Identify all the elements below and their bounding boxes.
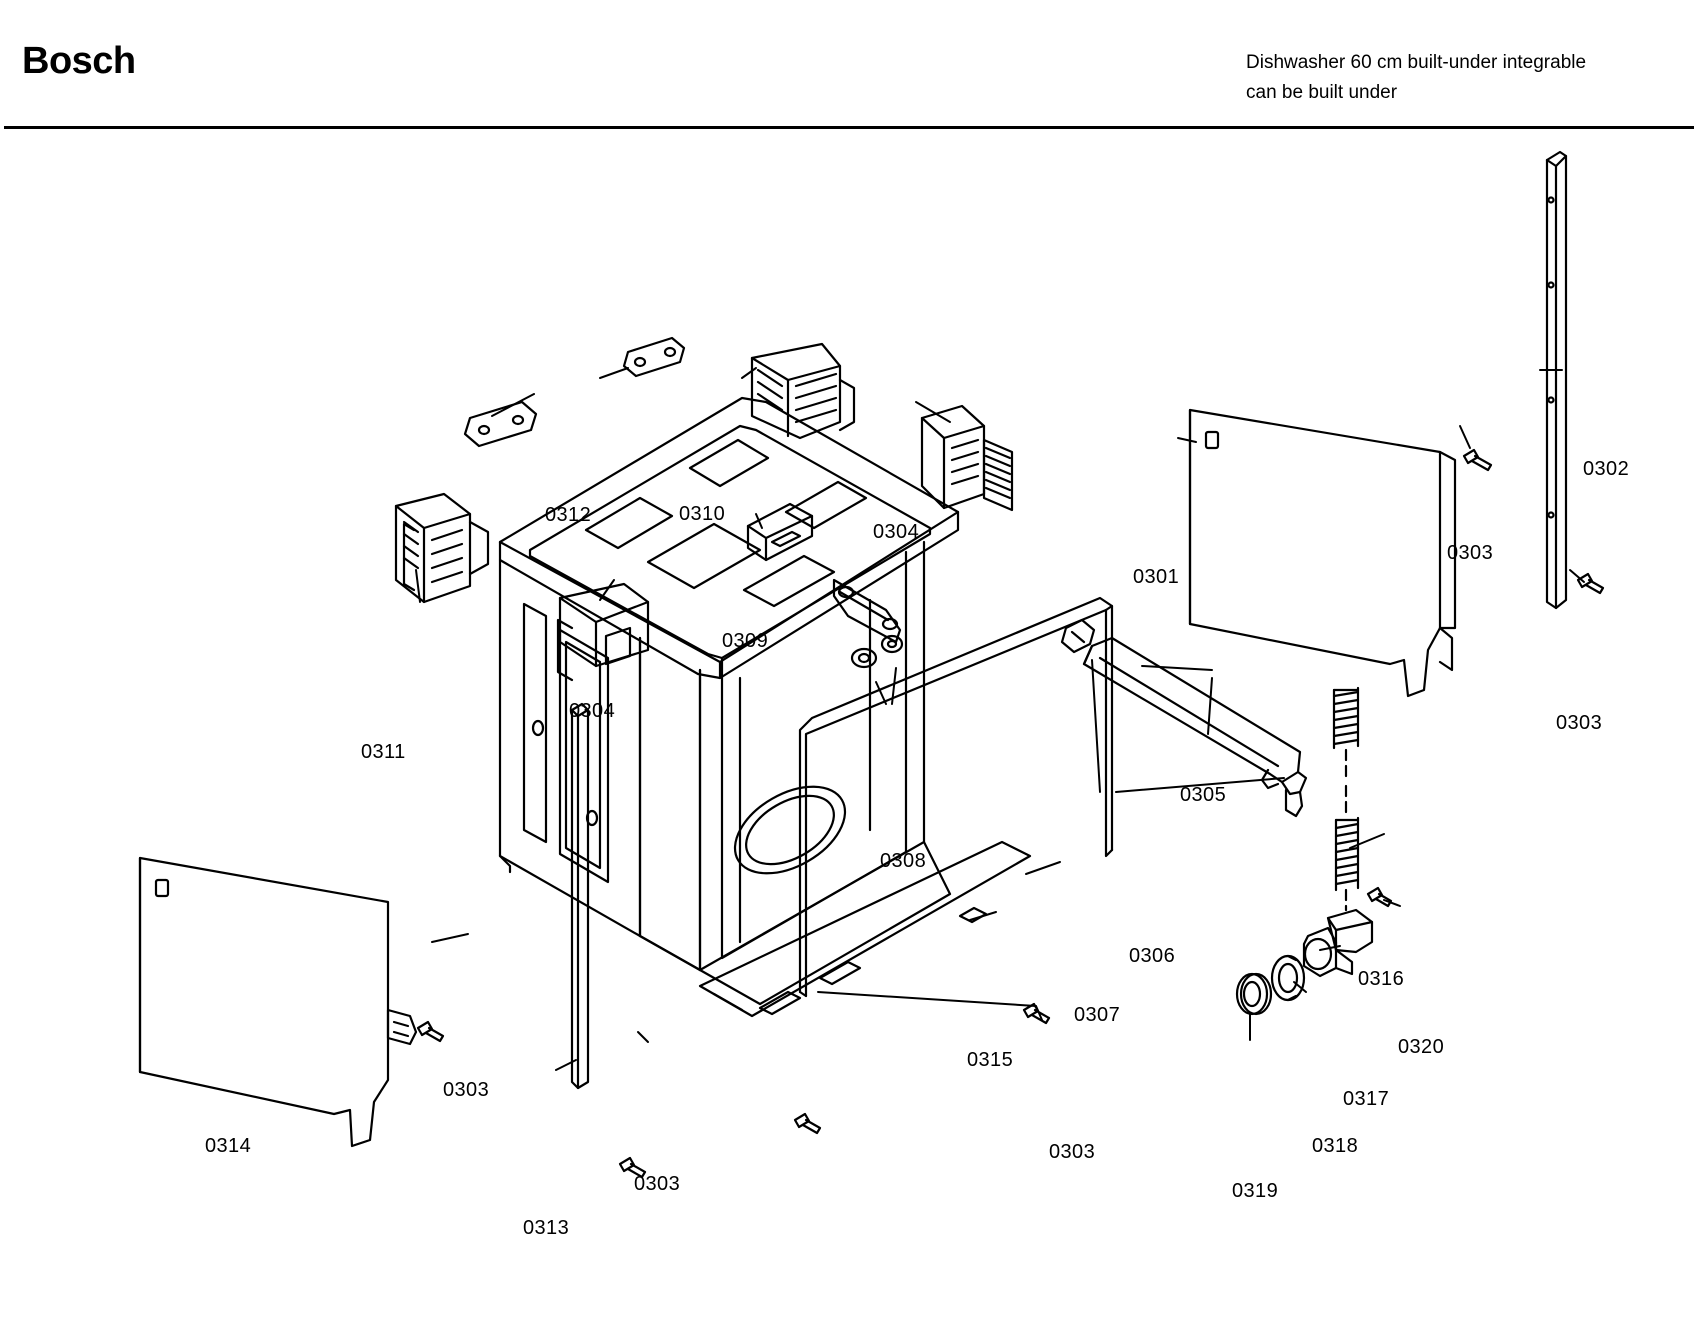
callout-0313: 0313 (523, 1217, 570, 1239)
callout-0305: 0305 (1180, 784, 1227, 806)
diagram-artwork (0, 130, 1698, 1320)
callout-0304-upper: 0304 (873, 521, 920, 543)
callout-0316: 0316 (1358, 968, 1405, 990)
callout-0309: 0309 (722, 630, 769, 652)
header-caption-line-2: can be built under (1246, 82, 1398, 103)
part-0302-rail (1547, 152, 1566, 608)
part-0318-ring (1272, 956, 1304, 1000)
header-caption-line-1: Dishwasher 60 cm built-under integrable (1246, 52, 1587, 73)
part-0313-rail (572, 704, 588, 1088)
brand-logo: Bosch (22, 40, 136, 82)
callout-0303-bottom: 0303 (634, 1173, 681, 1195)
part-0308-hinge (834, 580, 902, 667)
part-0317-elbow (1304, 910, 1372, 976)
callout-0318: 0318 (1312, 1135, 1359, 1157)
callout-0303-upper-right: 0303 (1447, 542, 1494, 564)
callout-0311: 0311 (361, 741, 406, 763)
callout-0308: 0308 (880, 850, 927, 872)
callout-0303-base: 0303 (1049, 1141, 1096, 1163)
part-0312-bracket-2 (465, 402, 536, 446)
callout-0319: 0319 (1232, 1180, 1279, 1202)
callout-0307: 0307 (1074, 1004, 1121, 1026)
callout-0303-left-panel: 0303 (443, 1079, 490, 1101)
part-0320-screw (1368, 888, 1391, 906)
callout-0302: 0302 (1583, 458, 1630, 480)
callout-0301: 0301 (1133, 566, 1180, 588)
header-divider (4, 126, 1694, 129)
part-0319-washer (1237, 974, 1271, 1014)
callout-0315: 0315 (967, 1049, 1014, 1071)
callout-0306: 0306 (1129, 945, 1176, 967)
exploded-diagram (0, 130, 1698, 1320)
callout-0320: 0320 (1398, 1036, 1445, 1058)
part-0311-connector (396, 494, 488, 602)
callout-0314: 0314 (205, 1135, 252, 1157)
callout-0312: 0312 (545, 504, 592, 526)
part-0312-bracket (624, 338, 684, 376)
callout-0303-right: 0303 (1556, 712, 1603, 734)
part-0301-side-panel (1190, 410, 1455, 696)
callout-0317: 0317 (1343, 1088, 1390, 1110)
callout-0304-left: 0304 (569, 700, 616, 722)
part-0304-connector-right (922, 406, 1012, 510)
header-caption (1246, 48, 1676, 108)
part-0307-frame (800, 598, 1112, 996)
part-0316-spring-shaft (1334, 688, 1358, 910)
callout-0310: 0310 (679, 503, 726, 525)
part-0314-side-panel (140, 858, 416, 1146)
